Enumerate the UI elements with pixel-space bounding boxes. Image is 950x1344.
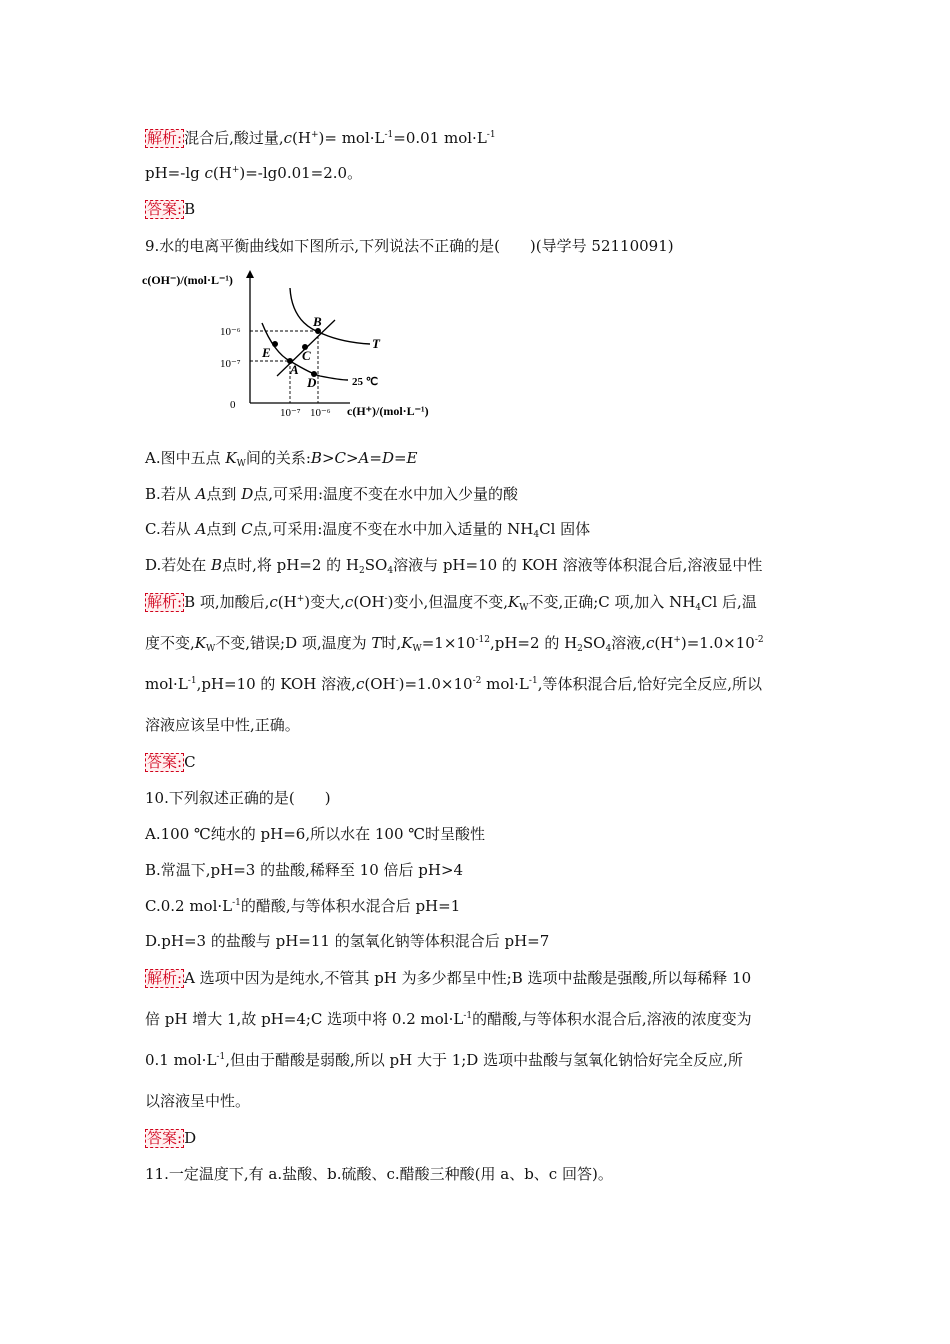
text: 不变,错误;D 项,温度为 bbox=[215, 634, 372, 652]
text: A.图中五点 bbox=[145, 449, 226, 467]
option-10C bbox=[145, 896, 460, 916]
text: A bbox=[195, 520, 207, 538]
text: A 选项中因为是纯水,不管其 pH 为多少都呈中性;B 选项中盐酸是强酸,所以每稀释 10 bbox=[184, 969, 752, 987]
text: (H bbox=[292, 129, 311, 147]
text: T bbox=[371, 634, 382, 652]
text: 点到 bbox=[206, 485, 242, 503]
explanation-tag: 解析: bbox=[147, 129, 183, 147]
explanation-line bbox=[145, 128, 496, 148]
text: 4 bbox=[695, 603, 702, 613]
point-E bbox=[272, 341, 278, 347]
explanation-line bbox=[145, 1009, 752, 1029]
text: ,但由于醋酸是弱酸,所以 pH 大于 1;D 选项中盐酸与氢氧化钠恰好完全反应,所 bbox=[225, 1051, 743, 1069]
explanation-line bbox=[145, 1091, 250, 1111]
text: (H bbox=[277, 593, 297, 611]
text: + bbox=[310, 130, 319, 140]
text: mol·L bbox=[481, 675, 529, 693]
option-9D bbox=[145, 555, 762, 575]
text: mol·L bbox=[145, 675, 188, 693]
question-11 bbox=[145, 1164, 613, 1184]
text: -2 bbox=[472, 676, 482, 686]
text: 度不变, bbox=[145, 634, 195, 652]
text: D.若处在 bbox=[145, 556, 212, 574]
text: + bbox=[296, 594, 305, 604]
text: )变小,但温度不变, bbox=[387, 593, 508, 611]
answer-value: D bbox=[184, 1129, 197, 1147]
question-9 bbox=[145, 236, 674, 256]
text: 的醋酸,与等体积水混合后,溶液的浓度变为 bbox=[472, 1010, 752, 1028]
label-C: C bbox=[302, 348, 311, 363]
text: 溶液与 pH=10 的 KOH 溶液等体积混合后,溶液显中性 bbox=[393, 556, 763, 574]
text: )=1.0×10 bbox=[680, 634, 755, 652]
text: K bbox=[194, 634, 206, 652]
y-axis-arrow bbox=[246, 270, 254, 278]
text: SO bbox=[364, 556, 388, 574]
text: C.0.2 mol·L bbox=[145, 897, 233, 915]
text: 混合后,酸过量, bbox=[184, 129, 284, 147]
water-ionization-chart bbox=[140, 268, 440, 423]
text: -1 bbox=[384, 130, 394, 140]
text: Cl 固体 bbox=[539, 520, 591, 538]
label-A: A bbox=[290, 362, 299, 377]
text: B.常温下,pH=3 的盐酸,稀释至 10 倍后 pH>4 bbox=[145, 861, 464, 879]
text: 点,可采用:温度不变在水中加入适量的 NH bbox=[252, 520, 534, 538]
answer-value: B bbox=[184, 200, 196, 218]
text: -2 bbox=[754, 635, 764, 645]
explanation-tag: 解析: bbox=[147, 969, 183, 987]
explanation-line bbox=[145, 968, 751, 988]
text: + bbox=[231, 165, 240, 175]
text: 时, bbox=[381, 634, 402, 652]
question-text: 11.一定温度下,有 a.盐酸、b.硫酸、c.醋酸三种酸(用 a、b、c 回答)。 bbox=[145, 1165, 613, 1183]
answer-tag: 答案: bbox=[147, 200, 183, 218]
text: (OH bbox=[364, 675, 396, 693]
text: K bbox=[401, 634, 413, 652]
text: 间的关系: bbox=[245, 449, 311, 467]
text: - bbox=[395, 676, 399, 686]
text: 2 bbox=[577, 644, 583, 654]
text: -1 bbox=[187, 676, 197, 686]
x-tick-1e-7: 10⁻⁷ bbox=[280, 407, 301, 419]
text: 点到 bbox=[206, 520, 242, 538]
text: B bbox=[211, 556, 223, 574]
text: B.若从 bbox=[145, 485, 196, 503]
text: -12 bbox=[475, 635, 490, 645]
text: pH=-lg bbox=[145, 164, 205, 182]
answer-line bbox=[145, 1128, 196, 1148]
option-9A bbox=[145, 448, 418, 468]
text: -1 bbox=[216, 1052, 226, 1062]
question-text: 9.水的电离平衡曲线如下图所示,下列说法不正确的是( )(导学号 52110091) bbox=[145, 237, 674, 255]
x-tick-1e-6: 10⁻⁶ bbox=[310, 407, 331, 419]
explanation-line bbox=[145, 1050, 743, 1070]
y-tick-1e-7: 10⁻⁷ bbox=[220, 358, 241, 370]
text: C bbox=[241, 520, 253, 538]
text: C.若从 bbox=[145, 520, 196, 538]
text: K bbox=[225, 449, 237, 467]
text: + bbox=[673, 635, 681, 645]
text: B 项,加酸后, bbox=[184, 593, 270, 611]
text: 的醋酸,与等体积水混合后 pH=1 bbox=[240, 897, 461, 915]
text: W bbox=[412, 644, 422, 654]
text: )=1.0×10 bbox=[398, 675, 473, 693]
answer-value: C bbox=[184, 753, 196, 771]
explanation-tag: 解析: bbox=[147, 593, 183, 611]
text: Cl 后,温 bbox=[701, 593, 757, 611]
option-10B bbox=[145, 860, 463, 880]
answer-line bbox=[145, 199, 195, 219]
option-10A bbox=[145, 824, 485, 844]
explanation-line bbox=[145, 592, 757, 612]
text: c bbox=[355, 675, 365, 693]
text: )= mol·L bbox=[318, 129, 385, 147]
label-E: E bbox=[262, 345, 271, 360]
text: 以溶液呈中性。 bbox=[145, 1092, 251, 1110]
y-tick-1e-6: 10⁻⁶ bbox=[220, 326, 241, 338]
y-axis-label: c(OH⁻)/(mol·L⁻¹) bbox=[142, 273, 233, 287]
text: 2 bbox=[359, 566, 365, 576]
text: 溶液, bbox=[611, 634, 646, 652]
question-text: 10.下列叙述正确的是( ) bbox=[145, 789, 331, 807]
text: -1 bbox=[463, 1011, 473, 1021]
explanation-line bbox=[145, 715, 300, 735]
text: W bbox=[206, 644, 216, 654]
text: 倍 pH 增大 1,故 pH=4;C 选项中将 0.2 mol·L bbox=[145, 1010, 464, 1028]
text: A bbox=[195, 485, 207, 503]
text: -1 bbox=[528, 676, 538, 686]
text: 0.1 mol·L bbox=[145, 1051, 217, 1069]
text: c bbox=[204, 164, 213, 182]
option-9C bbox=[145, 519, 590, 539]
label-D: D bbox=[307, 375, 317, 390]
text: -1 bbox=[486, 130, 496, 140]
answer-tag: 答案: bbox=[147, 753, 183, 771]
text: ,等体积混合后,恰好完全反应,所以 bbox=[537, 675, 762, 693]
option-10D bbox=[145, 931, 549, 951]
text: W bbox=[519, 603, 529, 613]
curve-T-label: T bbox=[372, 336, 380, 351]
answer-line bbox=[145, 752, 196, 772]
text: )变大, bbox=[304, 593, 345, 611]
text: SO bbox=[582, 634, 606, 652]
text: 4 bbox=[533, 530, 540, 540]
text: (OH bbox=[353, 593, 385, 611]
text: 不变,正确;C 项,加入 NH bbox=[528, 593, 696, 611]
text: - bbox=[384, 594, 388, 604]
text: A.100 ℃纯水的 pH=6,所以水在 100 ℃时呈酸性 bbox=[145, 825, 486, 843]
origin-label: 0 bbox=[230, 399, 236, 411]
explanation-line bbox=[145, 633, 764, 653]
text: 溶液应该呈中性,正确。 bbox=[145, 716, 300, 734]
text: ,pH=10 的 KOH 溶液, bbox=[196, 675, 356, 693]
text-line bbox=[145, 163, 362, 183]
text: W bbox=[236, 459, 246, 469]
label-B: B bbox=[313, 314, 322, 329]
text: )=-lg0.01=2.0。 bbox=[239, 164, 363, 182]
answer-tag: 答案: bbox=[147, 1129, 183, 1147]
text: c bbox=[344, 593, 354, 611]
text: K bbox=[507, 593, 520, 611]
text: =0.01 mol·L bbox=[393, 129, 487, 147]
option-9B bbox=[145, 484, 518, 504]
question-10 bbox=[145, 788, 331, 808]
text: =1×10 bbox=[421, 634, 476, 652]
text: (H bbox=[212, 164, 232, 182]
text: c bbox=[269, 593, 278, 611]
text: c bbox=[283, 129, 293, 147]
text: 4 bbox=[605, 644, 612, 654]
text: B>C>A=D=E bbox=[310, 449, 418, 467]
curve-T bbox=[290, 288, 370, 344]
x-axis-label: c(H⁺)/(mol·L⁻¹) bbox=[347, 404, 429, 418]
explanation-line bbox=[145, 674, 762, 694]
curve-25C-label: 25 ℃ bbox=[352, 376, 379, 388]
text: 4 bbox=[387, 566, 394, 576]
text: 点时,将 pH=2 的 H bbox=[222, 556, 360, 574]
text: c bbox=[646, 634, 655, 652]
text: ,pH=2 的 H bbox=[489, 634, 578, 652]
text: (H bbox=[654, 634, 674, 652]
text: D bbox=[241, 485, 254, 503]
text: D.pH=3 的盐酸与 pH=11 的氢氧化钠等体积混合后 pH=7 bbox=[145, 932, 550, 950]
text: 点,可采用:温度不变在水中加入少量的酸 bbox=[253, 485, 519, 503]
text: -1 bbox=[232, 898, 241, 908]
